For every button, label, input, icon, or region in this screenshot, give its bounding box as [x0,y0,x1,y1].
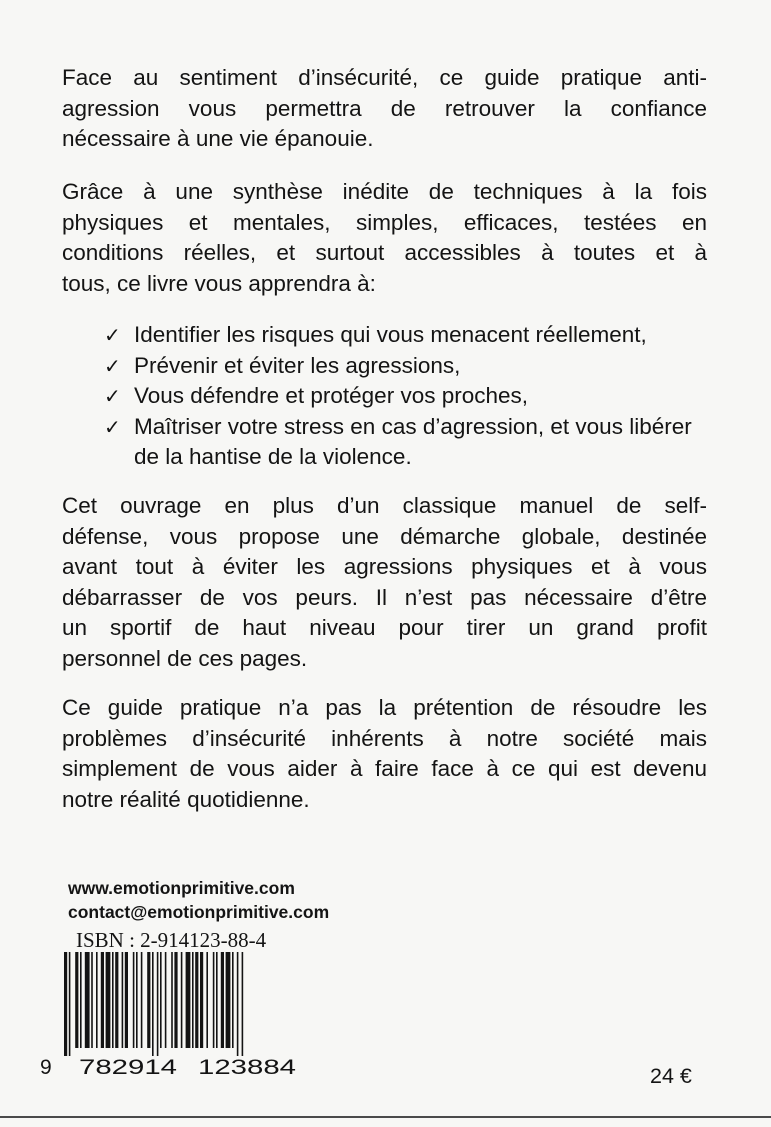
barcode-bar [136,952,138,1048]
barcode-first-digit: 9 [40,1056,52,1076]
list-item-text: Vous défendre et protéger vos proches, [134,383,529,408]
checkmark-icon: ✓ [104,414,121,439]
intro-paragraph [62,63,707,155]
text-line: conditions réelles, et surtout accessibles à toutes et à [62,240,707,265]
text-line: Cet ouvrage en plus d’un classique manuel de self- [62,493,707,518]
barcode-bar [96,952,98,1048]
website-link[interactable]: www.emotionprimitive.com [68,878,295,898]
text-line: débarrasser de vos peurs. Il n’est pas nécessaire d’être [62,584,707,610]
barcode-bar [221,952,224,1048]
list-item-text: Identifier les risques qui vous menacent réellement, [134,322,647,347]
list-item-text: Maîtriser votre stress en cas d’agression, et vous libérer de la hantise de la violence. [134,413,692,469]
text-line: tous, ce livre vous apprendra à: [62,270,376,296]
list-item-text: Prévenir et éviter les agressions, [134,352,461,378]
barcode-bar [75,952,78,1048]
barcode-bar [171,952,173,1048]
list-item [104,351,714,382]
list-item [104,320,714,351]
text-line: problèmes d’insécurité inhérents à notre société mais [62,725,707,751]
barcode-bar [101,952,104,1048]
checkmark-icon: ✓ [104,323,121,347]
barcode-bar [181,952,183,1048]
barcode-bar [133,952,135,1048]
text-line: physiques et mentales, simples, efficaces, testées en [62,209,707,235]
barcode-bar [147,952,150,1048]
text-line: Face au sentiment d’insécurité, ce guide pratique anti- [62,65,707,90]
barcode-bar [195,952,198,1048]
barcode-bar [174,952,177,1048]
barcode [38,952,306,1076]
barcode-bar [106,952,111,1048]
list-item [104,381,714,412]
barcode-bar [122,952,124,1048]
text-line: notre réalité quotidienne. [62,786,310,812]
approach-paragraph [62,491,707,674]
barcode-bar [226,952,231,1048]
barcode-bar [192,952,194,1048]
text-line: simplement de vous aider à faire face à ce qui est devenu [62,756,707,781]
barcode-bar [232,952,234,1048]
barcode-bar [200,952,203,1048]
checkmark-icon: ✓ [104,353,121,378]
barcode-group-2: 123884 [198,1056,297,1076]
barcode-bar [242,952,244,1056]
text-line: Grâce à une synthèse inédite de techniques à la fois [62,179,707,204]
barcode-bar [115,952,118,1048]
email-link[interactable]: contact@emotionprimitive.com [68,902,330,922]
barcode-bar [141,952,143,1048]
text-line: avant tout à éviter les agressions physiques et à vous [62,554,707,579]
barcode-bar [112,952,114,1048]
barcode-bar [85,952,90,1048]
barcode-bar [206,952,208,1048]
barcode-bar [64,952,67,1056]
barcode-bar [80,952,82,1048]
text-line: personnel de ces pages. [62,645,308,671]
barcode-bar [216,952,218,1048]
barcode-bar [237,952,239,1056]
text-line: Ce guide pratique n’a pas la prétention de résoudre les [62,695,707,720]
text-line: agression vous permettra de retrouver la confiance [62,95,707,121]
barcode-bar [213,952,215,1048]
barcode-bar [152,952,154,1056]
text-line: nécessaire à une vie épanouie. [62,126,374,151]
barcode-bar [186,952,191,1048]
barcode-group-1: 782914 [79,1056,178,1076]
text-line: un sportif de haut niveau pour tirer un grand profit [62,615,707,640]
barcode-bar [160,952,162,1048]
text-line: défense, vous propose une démarche globale, destinée [62,523,707,549]
barcode-bar [165,952,167,1048]
bottom-edge [0,1116,771,1118]
barcode-bar [157,952,159,1056]
checkmark-icon: ✓ [104,384,121,408]
isbn-label: ISBN : 2-914123-88-4 [76,928,267,952]
barcode-bar [91,952,93,1048]
barcode-bar [69,952,71,1056]
price-label: 24 € [650,1064,692,1088]
barcode-bar [125,952,128,1048]
list-item [104,412,714,473]
benefits-checklist [104,320,714,473]
barcode-bars [64,952,243,1056]
disclaimer-paragraph [62,693,707,815]
synthesis-paragraph [62,177,707,299]
